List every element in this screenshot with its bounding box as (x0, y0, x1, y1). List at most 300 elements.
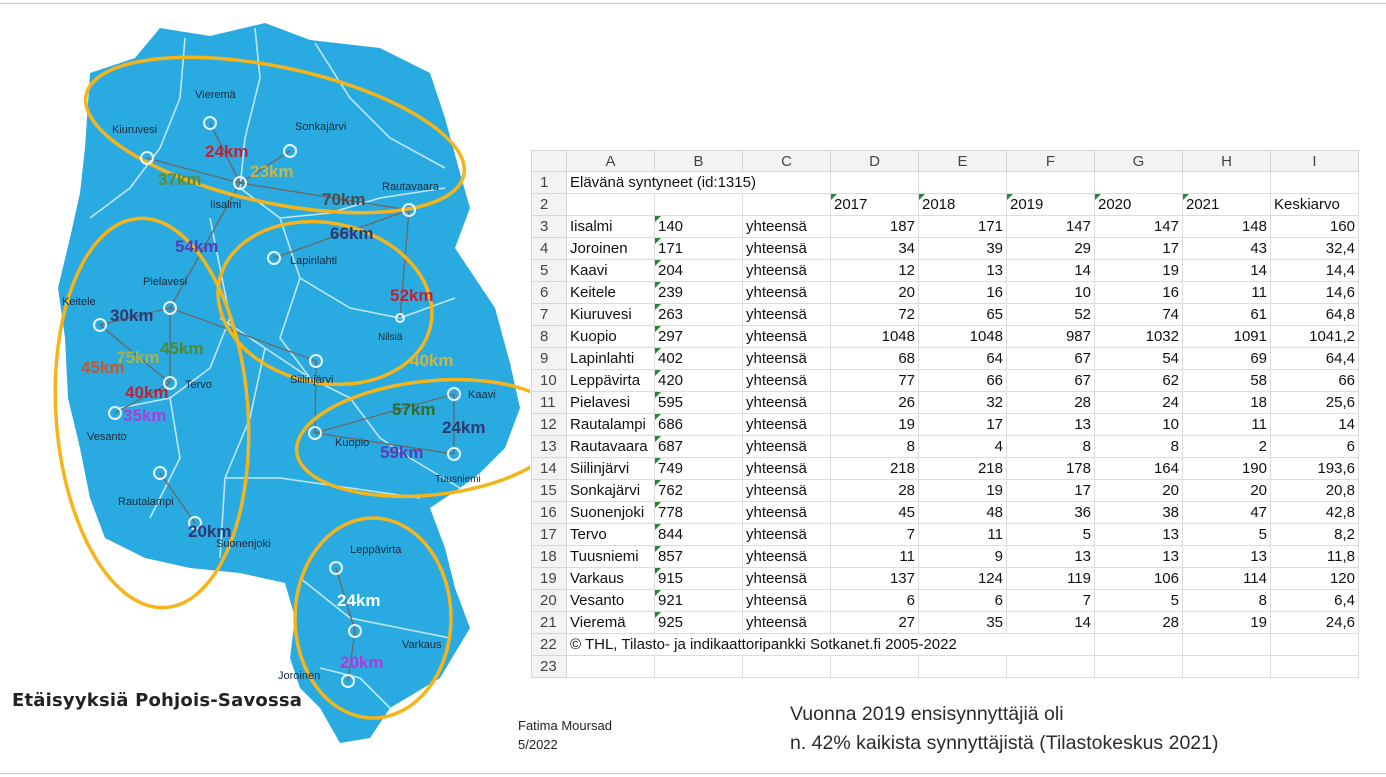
distance-label: 20km (340, 653, 384, 672)
distance-label: 75km (116, 348, 160, 367)
municipality-cell[interactable]: Keitele (567, 282, 655, 304)
average-value-cell[interactable]: 32,4 (1271, 238, 1359, 260)
statistics-note (790, 700, 1218, 758)
measure-type-cell[interactable]: yhteensä (743, 612, 831, 634)
note-line-1: Vuonna 2019 ensisynnyttäjiä oli (790, 703, 1064, 725)
municipality-cell[interactable]: Tervo (567, 524, 655, 546)
year-value-cell[interactable]: 7 (831, 524, 919, 546)
row-header[interactable]: 22 (532, 634, 567, 656)
table-row (532, 282, 1359, 304)
cell[interactable] (1095, 634, 1183, 656)
measure-type-cell[interactable]: yhteensä (743, 260, 831, 282)
year-value-cell[interactable]: 28 (831, 480, 919, 502)
municipality-id-cell[interactable]: 595 (655, 392, 743, 414)
municipality-cell[interactable]: Joroinen (567, 238, 655, 260)
year-value-cell[interactable]: 178 (1007, 458, 1095, 480)
year-value-cell[interactable]: 13 (1007, 546, 1095, 568)
year-value-cell[interactable]: 11 (1183, 414, 1271, 436)
year-value-cell[interactable]: 17 (1095, 238, 1183, 260)
average-value-cell[interactable]: 8,2 (1271, 524, 1359, 546)
municipality-id-cell[interactable]: 402 (655, 348, 743, 370)
place-label: Iisalmi (210, 199, 242, 211)
measure-type-cell[interactable]: yhteensä (743, 216, 831, 238)
distance-label: 20km (188, 522, 232, 541)
average-value-cell[interactable]: 20,8 (1271, 480, 1359, 502)
column-header[interactable]: F (1007, 151, 1095, 172)
row-header[interactable]: 7 (532, 304, 567, 326)
measure-type-cell[interactable]: yhteensä (743, 590, 831, 612)
year-value-cell[interactable]: 19 (831, 414, 919, 436)
municipality-id-cell[interactable]: 921 (655, 590, 743, 612)
place-label: Suonenjoki (216, 538, 271, 550)
row-header[interactable]: 8 (532, 326, 567, 348)
table-row (532, 480, 1359, 502)
table-row (532, 194, 1359, 216)
average-value-cell[interactable]: 64,8 (1271, 304, 1359, 326)
year-value-cell[interactable]: 66 (919, 370, 1007, 392)
year-value-cell[interactable]: 20 (1095, 480, 1183, 502)
year-value-cell[interactable]: 1032 (1095, 326, 1183, 348)
year-value-cell[interactable]: 5 (1095, 590, 1183, 612)
cell[interactable] (1095, 172, 1183, 194)
municipality-cell[interactable]: Iisalmi (567, 216, 655, 238)
table-row (532, 502, 1359, 524)
table-row (532, 568, 1359, 590)
year-value-cell[interactable]: 43 (1183, 238, 1271, 260)
municipality-id-cell[interactable]: 749 (655, 458, 743, 480)
year-header-cell[interactable]: 2021 (1183, 194, 1271, 216)
row-header[interactable]: 11 (532, 392, 567, 414)
year-value-cell[interactable]: 14 (1007, 612, 1095, 634)
row-header[interactable]: 23 (532, 656, 567, 678)
table-row (532, 238, 1359, 260)
year-value-cell[interactable]: 28 (1095, 612, 1183, 634)
cell[interactable] (567, 194, 655, 216)
row-header[interactable]: 4 (532, 238, 567, 260)
year-value-cell[interactable]: 64 (919, 348, 1007, 370)
measure-type-cell[interactable]: yhteensä (743, 480, 831, 502)
distance-label: 45km (81, 358, 125, 377)
cell[interactable] (919, 656, 1007, 678)
year-value-cell[interactable]: 9 (919, 546, 1007, 568)
municipality-id-cell[interactable]: 140 (655, 216, 743, 238)
place-label: Sonkajärvi (295, 121, 347, 133)
year-value-cell[interactable]: 2 (1183, 436, 1271, 458)
measure-type-cell[interactable]: yhteensä (743, 568, 831, 590)
municipality-id-cell[interactable]: 171 (655, 238, 743, 260)
municipality-id-cell[interactable]: 686 (655, 414, 743, 436)
municipality-cell[interactable]: Varkaus (567, 568, 655, 590)
year-value-cell[interactable]: 6 (831, 590, 919, 612)
year-value-cell[interactable]: 106 (1095, 568, 1183, 590)
author-block (518, 716, 612, 754)
table-row (532, 546, 1359, 568)
municipality-cell[interactable]: Tuusniemi (567, 546, 655, 568)
column-header[interactable]: D (831, 151, 919, 172)
year-value-cell[interactable]: 10 (1007, 282, 1095, 304)
year-value-cell[interactable]: 69 (1183, 348, 1271, 370)
measure-type-cell[interactable]: yhteensä (743, 524, 831, 546)
measure-type-cell[interactable]: yhteensä (743, 436, 831, 458)
year-value-cell[interactable]: 16 (919, 282, 1007, 304)
year-value-cell[interactable]: 8 (1183, 590, 1271, 612)
measure-type-cell[interactable]: yhteensä (743, 392, 831, 414)
row-header[interactable]: 19 (532, 568, 567, 590)
table-row (532, 458, 1359, 480)
year-value-cell[interactable]: 10 (1095, 414, 1183, 436)
municipality-id-cell[interactable]: 687 (655, 436, 743, 458)
cell[interactable] (1271, 172, 1359, 194)
year-value-cell[interactable]: 58 (1183, 370, 1271, 392)
place-label: Kuopio (335, 437, 370, 449)
measure-type-cell[interactable]: yhteensä (743, 326, 831, 348)
place-label: Nilsiä (378, 332, 403, 343)
municipality-id-cell[interactable]: 204 (655, 260, 743, 282)
municipality-id-cell[interactable]: 778 (655, 502, 743, 524)
cell[interactable] (655, 194, 743, 216)
cell[interactable] (1007, 172, 1095, 194)
municipality-id-cell[interactable]: 925 (655, 612, 743, 634)
municipality-id-cell[interactable]: 239 (655, 282, 743, 304)
average-value-cell[interactable]: 14,4 (1271, 260, 1359, 282)
average-value-cell[interactable]: 66 (1271, 370, 1359, 392)
year-value-cell[interactable]: 164 (1095, 458, 1183, 480)
distance-label: 57km (392, 400, 436, 419)
place-label: Lapinlahti (290, 255, 338, 267)
cell[interactable] (1183, 656, 1271, 678)
year-value-cell[interactable]: 65 (919, 304, 1007, 326)
municipality-cell[interactable]: Kiuruvesi (567, 304, 655, 326)
distance-label: 37km (158, 170, 202, 189)
municipality-cell[interactable]: Leppävirta (567, 370, 655, 392)
year-value-cell[interactable]: 114 (1183, 568, 1271, 590)
cell[interactable] (1183, 172, 1271, 194)
row-header[interactable]: 1 (532, 172, 567, 194)
year-value-cell[interactable]: 16 (1095, 282, 1183, 304)
measure-type-cell[interactable]: yhteensä (743, 348, 831, 370)
measure-type-cell[interactable]: yhteensä (743, 414, 831, 436)
average-value-cell[interactable]: 24,6 (1271, 612, 1359, 634)
year-value-cell[interactable]: 61 (1183, 304, 1271, 326)
municipality-cell[interactable]: Kuopio (567, 326, 655, 348)
year-value-cell[interactable]: 48 (919, 502, 1007, 524)
year-value-cell[interactable]: 20 (831, 282, 919, 304)
year-value-cell[interactable]: 38 (1095, 502, 1183, 524)
place-label: Rautalampi (118, 496, 174, 508)
distance-label: 24km (337, 591, 381, 610)
year-value-cell[interactable]: 7 (1007, 590, 1095, 612)
row-header[interactable]: 17 (532, 524, 567, 546)
table-row (532, 348, 1359, 370)
table-row (532, 216, 1359, 238)
place-label: Rautavaara (382, 181, 439, 193)
row-header[interactable]: 13 (532, 436, 567, 458)
year-value-cell[interactable]: 11 (831, 546, 919, 568)
cell[interactable] (743, 194, 831, 216)
year-value-cell[interactable]: 171 (919, 216, 1007, 238)
year-value-cell[interactable]: 1048 (919, 326, 1007, 348)
source-cell[interactable]: © THL, Tilasto- ja indikaattoripankki Sotkanet.fi 2005-2022 (567, 634, 1095, 656)
place-label: Kaavi (468, 389, 496, 401)
year-value-cell[interactable]: 77 (831, 370, 919, 392)
measure-type-cell[interactable]: yhteensä (743, 546, 831, 568)
measure-type-cell[interactable]: yhteensä (743, 304, 831, 326)
year-value-cell[interactable]: 47 (1183, 502, 1271, 524)
year-value-cell[interactable]: 74 (1095, 304, 1183, 326)
top-divider (0, 3, 1386, 4)
year-value-cell[interactable]: 147 (1007, 216, 1095, 238)
region-map (50, 18, 530, 748)
year-value-cell[interactable]: 68 (831, 348, 919, 370)
cell[interactable] (655, 656, 743, 678)
sheet-title-cell[interactable]: Elävänä syntyneet (id:1315) (567, 172, 831, 194)
year-value-cell[interactable]: 14 (1007, 260, 1095, 282)
year-value-cell[interactable]: 1048 (831, 326, 919, 348)
municipality-cell[interactable]: Suonenjoki (567, 502, 655, 524)
municipality-id-cell[interactable]: 420 (655, 370, 743, 392)
measure-type-cell[interactable]: yhteensä (743, 370, 831, 392)
municipality-cell[interactable]: Vesanto (567, 590, 655, 612)
year-value-cell[interactable]: 148 (1183, 216, 1271, 238)
cell[interactable] (1007, 656, 1095, 678)
year-value-cell[interactable]: 8 (1095, 436, 1183, 458)
table-row (532, 172, 1359, 194)
column-header-row (532, 151, 1359, 172)
year-value-cell[interactable]: 26 (831, 392, 919, 414)
year-value-cell[interactable]: 52 (1007, 304, 1095, 326)
year-value-cell[interactable]: 190 (1183, 458, 1271, 480)
year-header-cell[interactable]: 2018 (919, 194, 1007, 216)
average-value-cell[interactable]: 25,6 (1271, 392, 1359, 414)
average-value-cell[interactable]: 6 (1271, 436, 1359, 458)
year-value-cell[interactable]: 11 (919, 524, 1007, 546)
year-value-cell[interactable]: 24 (1095, 392, 1183, 414)
year-value-cell[interactable]: 124 (919, 568, 1007, 590)
row-header[interactable]: 15 (532, 480, 567, 502)
table-row (532, 436, 1359, 458)
author-date: 5/2022 (518, 737, 558, 752)
municipality-cell[interactable]: Lapinlahti (567, 348, 655, 370)
year-value-cell[interactable]: 12 (831, 260, 919, 282)
year-value-cell[interactable]: 17 (919, 414, 1007, 436)
year-value-cell[interactable]: 218 (919, 458, 1007, 480)
distance-label: 45km (160, 339, 204, 358)
year-value-cell[interactable]: 19 (919, 480, 1007, 502)
year-value-cell[interactable]: 45 (831, 502, 919, 524)
place-label: Keitele (62, 296, 96, 308)
year-value-cell[interactable]: 67 (1007, 348, 1095, 370)
municipality-cell[interactable]: Rautavaara (567, 436, 655, 458)
year-header-cell[interactable]: 2017 (831, 194, 919, 216)
row-header[interactable]: 20 (532, 590, 567, 612)
year-value-cell[interactable]: 6 (919, 590, 1007, 612)
year-value-cell[interactable]: 1091 (1183, 326, 1271, 348)
cell[interactable] (567, 656, 655, 678)
municipality-id-cell[interactable]: 857 (655, 546, 743, 568)
note-line-2: n. 42% kaikista synnyttäjistä (Tilastokeskus 2021) (790, 732, 1219, 754)
row-header[interactable]: 6 (532, 282, 567, 304)
year-value-cell[interactable]: 54 (1095, 348, 1183, 370)
row-header[interactable]: 3 (532, 216, 567, 238)
year-value-cell[interactable]: 5 (1183, 524, 1271, 546)
year-value-cell[interactable]: 13 (1095, 524, 1183, 546)
year-value-cell[interactable]: 29 (1007, 238, 1095, 260)
column-header[interactable]: H (1183, 151, 1271, 172)
table-row (532, 590, 1359, 612)
select-all-corner[interactable] (532, 151, 567, 172)
municipality-id-cell[interactable]: 844 (655, 524, 743, 546)
average-value-cell[interactable]: 6,4 (1271, 590, 1359, 612)
row-header[interactable]: 2 (532, 194, 567, 216)
place-label: Varkaus (402, 639, 442, 651)
distance-label: 35km (123, 406, 167, 425)
bottom-divider (0, 773, 1386, 774)
table-row (532, 370, 1359, 392)
year-value-cell[interactable]: 13 (1183, 546, 1271, 568)
row-header[interactable]: 14 (532, 458, 567, 480)
average-value-cell[interactable]: 14 (1271, 414, 1359, 436)
year-header-cell[interactable]: 2019 (1007, 194, 1095, 216)
cell[interactable] (919, 172, 1007, 194)
column-header[interactable]: C (743, 151, 831, 172)
measure-type-cell[interactable]: yhteensä (743, 282, 831, 304)
distance-label: 40km (410, 351, 454, 370)
row-header[interactable]: 9 (532, 348, 567, 370)
place-label: Kiuruvesi (112, 124, 158, 136)
year-value-cell[interactable]: 62 (1095, 370, 1183, 392)
distance-label: 66km (330, 224, 374, 243)
distance-label: 59km (380, 443, 424, 462)
column-header[interactable]: I (1271, 151, 1359, 172)
municipality-cell[interactable]: Siilinjärvi (567, 458, 655, 480)
year-value-cell[interactable]: 72 (831, 304, 919, 326)
average-value-cell[interactable]: 42,8 (1271, 502, 1359, 524)
year-value-cell[interactable]: 137 (831, 568, 919, 590)
column-header[interactable]: G (1095, 151, 1183, 172)
author-name: Fatima Moursad (518, 718, 612, 733)
row-header[interactable]: 21 (532, 612, 567, 634)
year-value-cell[interactable]: 39 (919, 238, 1007, 260)
year-value-cell[interactable]: 5 (1007, 524, 1095, 546)
row-header[interactable]: 18 (532, 546, 567, 568)
year-value-cell[interactable]: 67 (1007, 370, 1095, 392)
average-value-cell[interactable]: 160 (1271, 216, 1359, 238)
place-label: Pielavesi (143, 276, 188, 288)
year-value-cell[interactable]: 14 (1183, 260, 1271, 282)
municipality-cell[interactable]: Pielavesi (567, 392, 655, 414)
distance-label: 40km (125, 383, 169, 402)
year-value-cell[interactable]: 17 (1007, 480, 1095, 502)
average-value-cell[interactable]: 120 (1271, 568, 1359, 590)
cell[interactable] (1183, 634, 1271, 656)
row-header[interactable]: 5 (532, 260, 567, 282)
year-value-cell[interactable]: 8 (831, 436, 919, 458)
column-header[interactable]: B (655, 151, 743, 172)
municipality-id-cell[interactable]: 297 (655, 326, 743, 348)
average-value-cell[interactable]: 11,8 (1271, 546, 1359, 568)
cell[interactable] (1271, 634, 1359, 656)
table-row (532, 524, 1359, 546)
place-label: Joroinen (278, 670, 321, 682)
year-header-cell[interactable]: 2020 (1095, 194, 1183, 216)
year-value-cell[interactable]: 13 (1095, 546, 1183, 568)
row-header[interactable]: 16 (532, 502, 567, 524)
year-value-cell[interactable]: 36 (1007, 502, 1095, 524)
place-label: Siilinjärvi (290, 374, 334, 386)
municipality-id-cell[interactable]: 915 (655, 568, 743, 590)
year-value-cell[interactable]: 13 (919, 260, 1007, 282)
table-row (532, 634, 1359, 656)
average-header-cell[interactable]: Keskiarvo (1271, 194, 1359, 216)
year-value-cell[interactable]: 4 (919, 436, 1007, 458)
year-value-cell[interactable]: 18 (1183, 392, 1271, 414)
year-value-cell[interactable]: 218 (831, 458, 919, 480)
place-label: Tuusniemi (435, 474, 481, 485)
year-value-cell[interactable]: 27 (831, 612, 919, 634)
place-label: Vieremä (195, 89, 236, 101)
municipality-id-cell[interactable]: 263 (655, 304, 743, 326)
municipality-cell[interactable]: Vieremä (567, 612, 655, 634)
municipality-id-cell[interactable]: 762 (655, 480, 743, 502)
distance-label: 30km (110, 306, 154, 325)
cell[interactable] (1095, 656, 1183, 678)
row-header[interactable]: 12 (532, 414, 567, 436)
municipality-cell[interactable]: Kaavi (567, 260, 655, 282)
year-value-cell[interactable]: 987 (1007, 326, 1095, 348)
year-value-cell[interactable]: 34 (831, 238, 919, 260)
year-value-cell[interactable]: 19 (1095, 260, 1183, 282)
table-row (532, 656, 1359, 678)
year-value-cell[interactable]: 147 (1095, 216, 1183, 238)
average-value-cell[interactable]: 193,6 (1271, 458, 1359, 480)
distance-label: 54km (175, 237, 219, 256)
year-value-cell[interactable]: 11 (1183, 282, 1271, 304)
average-value-cell[interactable]: 14,6 (1271, 282, 1359, 304)
measure-type-cell[interactable]: yhteensä (743, 238, 831, 260)
average-value-cell[interactable]: 64,4 (1271, 348, 1359, 370)
table-row (532, 304, 1359, 326)
measure-type-cell[interactable]: yhteensä (743, 502, 831, 524)
year-value-cell[interactable]: 8 (1007, 436, 1095, 458)
year-value-cell[interactable]: 19 (1183, 612, 1271, 634)
place-label: Leppävirta (350, 544, 402, 556)
distance-label: 24km (205, 142, 249, 161)
average-value-cell[interactable]: 1041,2 (1271, 326, 1359, 348)
distance-label: 24km (442, 418, 486, 437)
year-value-cell[interactable]: 20 (1183, 480, 1271, 502)
cell[interactable] (831, 656, 919, 678)
municipality-cell[interactable]: Rautalampi (567, 414, 655, 436)
year-value-cell[interactable]: 32 (919, 392, 1007, 414)
column-header[interactable]: E (919, 151, 1007, 172)
year-value-cell[interactable]: 13 (1007, 414, 1095, 436)
year-value-cell[interactable]: 187 (831, 216, 919, 238)
table-row (532, 260, 1359, 282)
data-spreadsheet (531, 150, 1359, 678)
cell[interactable] (1271, 656, 1359, 678)
year-value-cell[interactable]: 28 (1007, 392, 1095, 414)
year-value-cell[interactable]: 119 (1007, 568, 1095, 590)
row-header[interactable]: 10 (532, 370, 567, 392)
cell[interactable] (831, 172, 919, 194)
place-label: Tervo (185, 379, 212, 391)
cell[interactable] (743, 656, 831, 678)
measure-type-cell[interactable]: yhteensä (743, 458, 831, 480)
place-label: Vesanto (87, 431, 127, 443)
column-header[interactable]: A (567, 151, 655, 172)
municipality-cell[interactable]: Sonkajärvi (567, 480, 655, 502)
year-value-cell[interactable]: 35 (919, 612, 1007, 634)
